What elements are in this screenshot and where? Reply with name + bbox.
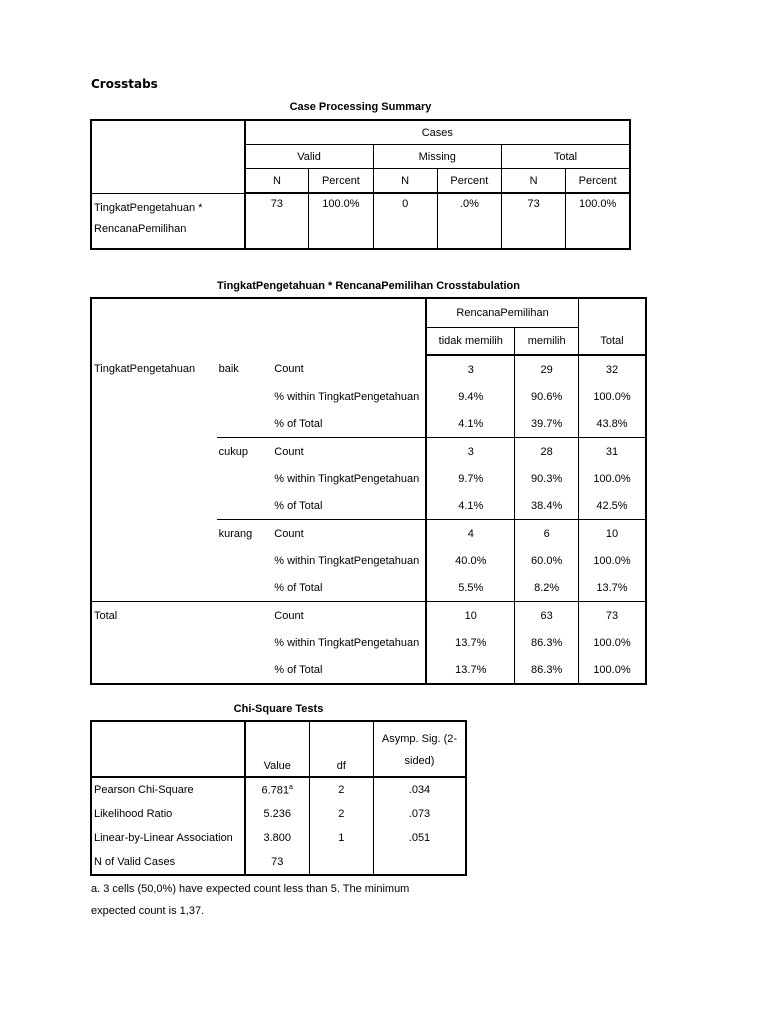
value-cell: 13.7% — [578, 574, 646, 602]
value-cell: 4 — [426, 520, 515, 548]
row-var-label: TingkatPengetahuan — [94, 363, 196, 375]
sig-cell: .051 — [373, 826, 466, 850]
stat-label: Count — [272, 520, 426, 548]
stat-label: % of Total — [274, 499, 323, 512]
value-cell: 9.4% — [426, 383, 515, 410]
row-label: N of Valid Cases — [91, 850, 245, 875]
stat-label: % within TingkatPengetahuan — [274, 472, 420, 485]
group-header: Valid — [245, 145, 373, 169]
chisq-title: Chi-Square Tests — [233, 703, 324, 715]
stat-label: % within TingkatPengetahuan — [274, 554, 420, 567]
col-header: Value — [245, 721, 309, 777]
value-cell: 100.0% — [578, 547, 646, 574]
corner-cell — [91, 298, 426, 355]
row-label: Likelihood Ratio — [91, 802, 245, 826]
crosstab-table — [90, 297, 647, 685]
value-cell: 73 — [245, 850, 309, 875]
value-cell: 5.236 — [245, 802, 309, 826]
total-label: Total — [91, 602, 217, 630]
stat-label: % of Total — [274, 663, 323, 676]
value-cell: 39.7% — [515, 410, 579, 438]
value-cell: 100.0% — [578, 656, 646, 684]
case-summary-table — [90, 119, 631, 250]
col-header: tidak memilih — [426, 328, 515, 356]
col-header: Total — [578, 328, 646, 356]
value-cell: 90.3% — [515, 465, 579, 492]
row-label — [91, 193, 245, 249]
crosstab-title: TingkatPengetahuan * RencanaPemilihan Crosstabulation — [217, 280, 520, 292]
value-cell: 63 — [515, 602, 579, 630]
value-cell: 13.7% — [426, 629, 515, 656]
sig-header-line1: Asymp. Sig. (2- — [381, 733, 458, 745]
value-cell: .0% — [437, 193, 501, 249]
value-cell: 28 — [515, 438, 579, 466]
df-cell: 2 — [309, 802, 373, 826]
df-cell — [309, 850, 373, 875]
col-header: memilih — [515, 328, 579, 356]
corner-cell — [91, 120, 245, 193]
stat-label: % of Total — [274, 581, 323, 594]
cases-header: Cases — [245, 120, 630, 145]
value-cell: 100.0% — [578, 629, 646, 656]
value-cell: 4.1% — [426, 410, 515, 438]
row-label-line2: RencanaPemilihan — [94, 222, 187, 235]
value-cell: 5.5% — [426, 574, 515, 602]
corner-cell — [91, 721, 245, 777]
value-cell: 10 — [578, 520, 646, 548]
row-label-line1: TingkatPengetahuan * — [94, 201, 203, 214]
value-cell: 29 — [515, 355, 579, 383]
subheader: N — [502, 169, 566, 194]
value-cell: 86.3% — [515, 656, 579, 684]
value-cell: 10 — [426, 602, 515, 630]
row-label: Linear-by-Linear Association — [91, 826, 245, 850]
stat-label: % within TingkatPengetahuan — [274, 636, 420, 649]
blank-cell — [578, 298, 646, 328]
value-cell: 8.2% — [515, 574, 579, 602]
chisq-footnote — [91, 878, 409, 922]
value-cell: 3 — [426, 355, 515, 383]
value-cell: 3 — [426, 438, 515, 466]
group-header: Missing — [373, 145, 501, 169]
group-label: baik — [218, 363, 239, 375]
sig-header-line2: sided) — [404, 755, 435, 767]
subheader: N — [373, 169, 437, 194]
value-cell: 13.7% — [426, 656, 515, 684]
value-cell: 100.0% — [578, 465, 646, 492]
stat-label: Count — [272, 438, 426, 466]
group-label: cukup — [217, 438, 273, 466]
subheader: Percent — [566, 169, 630, 194]
value-cell: 9.7% — [426, 465, 515, 492]
df-cell: 1 — [309, 826, 373, 850]
value-cell: 43.8% — [578, 410, 646, 438]
sig-cell: .034 — [373, 777, 466, 802]
value-cell: 42.5% — [578, 492, 646, 520]
case-summary-title: Case Processing Summary — [289, 101, 432, 113]
value-cell: 40.0% — [426, 547, 515, 574]
value-cell: 32 — [578, 355, 646, 383]
value-cell: 3.800 — [245, 826, 309, 850]
footnote-line1: a. 3 cells (50,0%) have expected count less than 5. The minimum — [91, 883, 410, 895]
chisq-table — [90, 720, 467, 876]
stat-label: % within TingkatPengetahuan — [274, 390, 420, 403]
stat-label: Count — [274, 363, 304, 375]
footnote-line2: expected count is 1,37. — [91, 905, 205, 917]
value-text: 6.781 — [261, 784, 290, 797]
stat-label: % of Total — [274, 417, 323, 430]
footnote-marker: a — [289, 783, 293, 791]
value-cell: 100.0% — [309, 193, 373, 249]
value-cell: 38.4% — [515, 492, 579, 520]
page-heading: Crosstabs — [91, 77, 158, 91]
value-cell: 31 — [578, 438, 646, 466]
stat-label: Count — [272, 602, 426, 630]
subheader: N — [245, 169, 309, 194]
value-cell: 4.1% — [426, 492, 515, 520]
group-header: Total — [502, 145, 631, 169]
col-group-header: RencanaPemilihan — [426, 298, 578, 328]
value-cell: 73 — [245, 193, 309, 249]
value-cell: 100.0% — [566, 193, 630, 249]
sig-cell — [373, 850, 466, 875]
col-header: df — [309, 721, 373, 777]
value-cell: 60.0% — [515, 547, 579, 574]
value-cell: 73 — [502, 193, 566, 249]
value-cell: 90.6% — [515, 383, 579, 410]
value-cell: 0 — [373, 193, 437, 249]
group-label: kurang — [217, 520, 273, 548]
value-cell: 100.0% — [578, 383, 646, 410]
value-cell: 73 — [578, 602, 646, 630]
value-cell: 6 — [515, 520, 579, 548]
df-cell: 2 — [309, 777, 373, 802]
value-cell: 86.3% — [515, 629, 579, 656]
subheader: Percent — [437, 169, 501, 194]
value-cell — [245, 777, 309, 802]
sig-cell: .073 — [373, 802, 466, 826]
subheader: Percent — [309, 169, 373, 194]
col-header — [373, 721, 466, 777]
row-label: Pearson Chi-Square — [91, 777, 245, 802]
